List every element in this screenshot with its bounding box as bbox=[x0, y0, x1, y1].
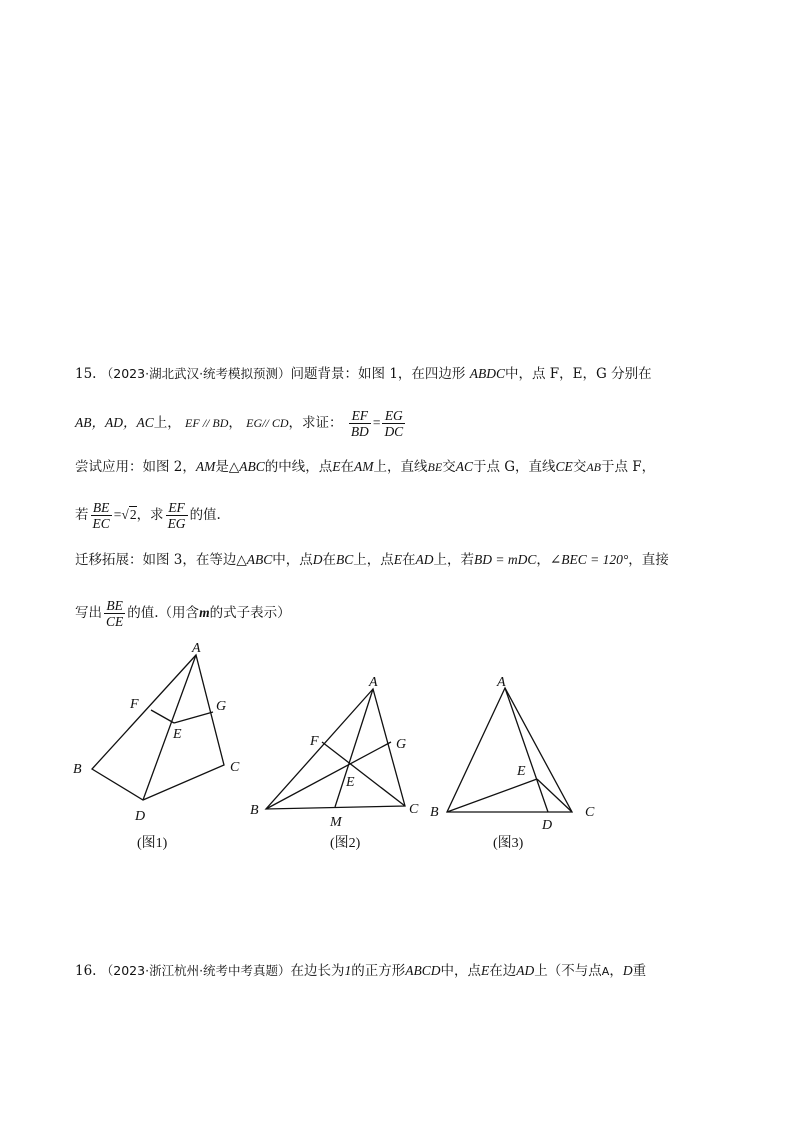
triangle-abc: △ABC bbox=[236, 552, 273, 567]
point-e: E bbox=[332, 459, 341, 474]
point-e: E bbox=[393, 552, 403, 567]
fig1-label-e: E bbox=[173, 727, 182, 742]
figures bbox=[0, 630, 800, 900]
angle-bec: ∠BEC = 120° bbox=[549, 552, 629, 567]
fig3-label-b: B bbox=[430, 805, 439, 820]
text: 上（不与点 bbox=[534, 963, 602, 979]
point-d: D bbox=[622, 963, 633, 978]
fig1-label-b: B bbox=[73, 762, 82, 777]
problem-number: 15. bbox=[75, 366, 97, 382]
problem15-line2 bbox=[75, 408, 407, 439]
point-d: D bbox=[312, 552, 323, 567]
fig1-caption: (图1) bbox=[137, 836, 168, 851]
comma: ， bbox=[609, 963, 623, 979]
fig1-label-a: A bbox=[192, 641, 201, 656]
text: ，求 bbox=[136, 507, 164, 523]
text: 上，点 bbox=[353, 552, 394, 568]
fig1-label-d: D bbox=[135, 809, 146, 824]
seg-ad: AD bbox=[415, 552, 434, 567]
sqrt-2: √2 bbox=[121, 507, 137, 522]
text: 中，点 bbox=[440, 963, 482, 979]
fig2-label-f: F bbox=[310, 734, 319, 749]
comma: ， bbox=[536, 552, 550, 568]
text: 在边 bbox=[489, 963, 517, 979]
text: 重 bbox=[632, 963, 647, 979]
fig3-label-e: E bbox=[517, 764, 526, 779]
text: 于点 F， bbox=[600, 459, 656, 475]
text: 在 bbox=[402, 552, 416, 568]
text: 在 bbox=[340, 459, 355, 475]
text: 的中线，点 bbox=[264, 459, 333, 475]
var-m: m bbox=[199, 605, 210, 620]
problem15-line1 bbox=[75, 365, 652, 383]
seg-ab: AB bbox=[586, 460, 601, 474]
line-be: BE bbox=[427, 460, 443, 474]
parallel-2: EG// CD bbox=[246, 416, 289, 430]
ratio-be-ce: $\frac{BE}{CE}$ bbox=[106, 598, 124, 629]
seg-ad: AD bbox=[516, 963, 535, 978]
text: 的值. bbox=[189, 507, 221, 523]
eq: = bbox=[113, 507, 122, 522]
ratio-ef-eg: $\frac{EF}{EG}$ bbox=[167, 500, 186, 531]
figure-1 bbox=[73, 641, 240, 851]
fig2-label-m: M bbox=[330, 815, 342, 830]
text: ，直接 bbox=[628, 552, 669, 568]
prove-label: ，求证： bbox=[288, 415, 343, 431]
text: 的式子表示） bbox=[209, 605, 291, 621]
quad-name: ABDC bbox=[469, 366, 505, 381]
text: 交 bbox=[442, 459, 456, 475]
background-rest: 中，点 F，E，G 分别在 bbox=[504, 366, 652, 382]
fig2-caption: (图2) bbox=[330, 836, 361, 851]
ext-label: 迁移拓展：如图 3，在等边 bbox=[75, 552, 237, 568]
try-label: 尝试应用：如图 2， bbox=[75, 459, 196, 475]
fig2-label-e: E bbox=[346, 775, 355, 790]
comma: ， bbox=[228, 415, 242, 431]
figure-3 bbox=[430, 675, 595, 851]
fig1-label-c: C bbox=[230, 760, 240, 775]
seg-bc: BC bbox=[336, 552, 354, 567]
triangle-abc: △ABC bbox=[228, 459, 265, 474]
fig3-label-c: C bbox=[585, 805, 595, 820]
seg-ac: AC bbox=[455, 459, 473, 474]
problem15-line3 bbox=[75, 458, 655, 476]
prove-eq: = bbox=[372, 415, 381, 430]
text: 交 bbox=[572, 459, 587, 475]
line2-points: AB，AD，AC bbox=[75, 415, 154, 430]
fig1-label-f: F bbox=[130, 697, 139, 712]
point-e: E bbox=[481, 963, 490, 978]
text: 的值.（用含 bbox=[127, 605, 200, 621]
line2-on: 上， bbox=[153, 415, 181, 431]
fig3-label-d: D bbox=[542, 818, 553, 833]
fig3-label-a: A bbox=[497, 675, 506, 690]
point-a: A bbox=[601, 965, 610, 978]
text: 在边长为 bbox=[290, 963, 345, 979]
prove-frac-right: $\frac{EG}{DC}$ bbox=[384, 408, 404, 439]
num-one: 1 bbox=[344, 963, 352, 978]
text: 的正方形 bbox=[351, 963, 406, 979]
problem-source: （2023·浙江杭州·统考中考真题） bbox=[100, 963, 291, 978]
problem16-line1 bbox=[75, 962, 646, 981]
write-label: 写出 bbox=[75, 605, 102, 621]
line-ce: CE bbox=[555, 459, 573, 474]
problem15-line5 bbox=[75, 551, 669, 569]
fig2-label-b: B bbox=[250, 803, 259, 818]
problem15-line4 bbox=[75, 500, 221, 531]
text: 于点 G，直线 bbox=[472, 459, 556, 475]
fig1-label-g: G bbox=[216, 699, 227, 714]
fig3-caption: (图3) bbox=[493, 836, 524, 851]
text: 是 bbox=[215, 459, 229, 475]
problem-source: （2023·湖北武汉·统考模拟预测） bbox=[100, 366, 291, 381]
background-text: 问题背景：如图 1，在四边形 bbox=[290, 366, 466, 382]
parallel-1: EF // BD bbox=[185, 416, 229, 430]
square-abcd: ABCD bbox=[405, 963, 441, 978]
fig2-label-a: A bbox=[369, 675, 378, 690]
text: 在 bbox=[322, 552, 337, 568]
figure-2 bbox=[250, 675, 419, 851]
seg-am: AM bbox=[354, 459, 374, 474]
text: 上，直线 bbox=[373, 459, 428, 475]
fig2-label-g: G bbox=[396, 737, 407, 752]
problem15-line6 bbox=[75, 598, 291, 629]
problem-number: 16. bbox=[75, 963, 97, 979]
seg-am: AM bbox=[195, 459, 216, 474]
fig2-label-c: C bbox=[409, 802, 419, 817]
text: 上，若 bbox=[433, 552, 475, 568]
ratio-be-ec: $\frac{BE}{EC}$ bbox=[92, 500, 110, 531]
condition-bd: BD = mDC bbox=[474, 552, 537, 567]
if-label: 若 bbox=[75, 507, 89, 523]
prove-frac-left: $\frac{EF}{BD}$ bbox=[350, 408, 369, 439]
text: 中，点 bbox=[272, 552, 313, 568]
